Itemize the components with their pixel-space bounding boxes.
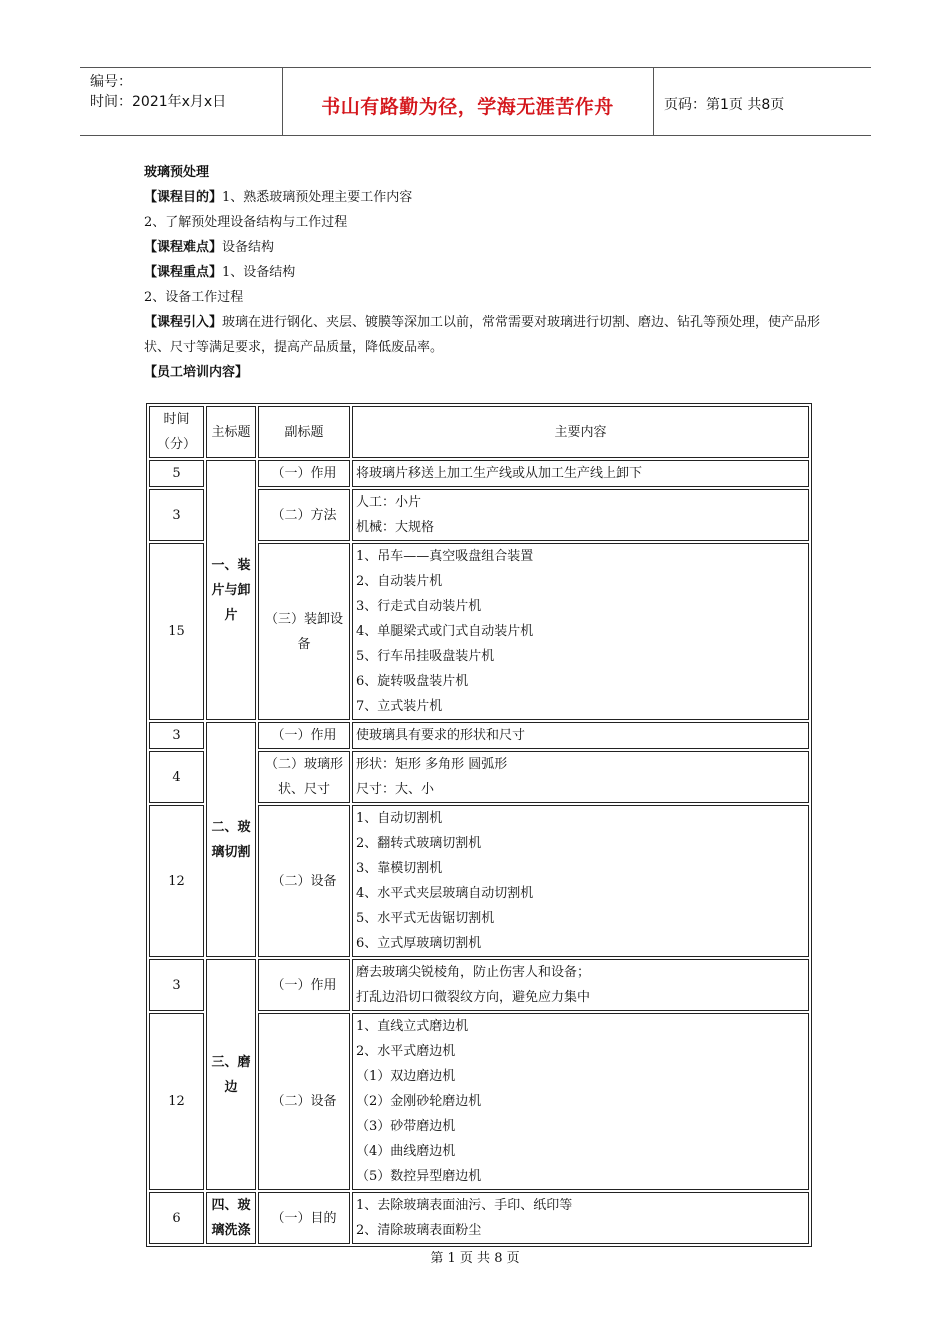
header-motto: 书山有路勤为径，学海无涯苦作舟	[321, 96, 614, 118]
header-time-line2: （分）	[156, 437, 196, 452]
content-cell: 形状：矩形 多角形 圆弧形 尺寸：大、小	[352, 751, 809, 803]
sub-title-cell: （一）作用	[258, 722, 350, 749]
purpose-item-1: 1、熟悉玻璃预处理主要工作内容	[222, 190, 413, 205]
lead-tag: 【课程引入】	[144, 315, 223, 330]
sub-title-cell: （一）作用	[258, 959, 350, 1011]
course-intro	[144, 160, 824, 385]
header-bottom-rule	[80, 135, 871, 136]
header-top-rule	[80, 67, 871, 68]
training-tag: 【员工培训内容】	[144, 365, 249, 380]
sub-title-cell: （二）玻璃形状、尺寸	[258, 751, 350, 803]
sub-title-cell: （二）方法	[258, 489, 350, 541]
main-title-cell: 二、玻璃切割	[206, 722, 256, 957]
course-key	[144, 260, 824, 285]
header-date: 时间：2021年x月x日	[90, 94, 227, 110]
header-time	[149, 406, 204, 458]
training-table-body	[149, 406, 809, 1244]
difficulty-tag: 【课程难点】	[144, 240, 223, 255]
time-cell: 5	[149, 460, 204, 487]
header-sub-title: 副标题	[258, 406, 350, 458]
header-page-indicator: 页码：第1页 共8页	[664, 97, 785, 113]
course-difficulty	[144, 235, 824, 260]
header-number: 编号：	[90, 74, 132, 90]
purpose-item-2: 2、了解预处理设备结构与工作过程	[144, 215, 348, 230]
time-cell: 12	[149, 805, 204, 957]
content-cell: 磨去玻璃尖锐棱角，防止伤害人和设备； 打乱边沿切口微裂纹方向，避免应力集中	[352, 959, 809, 1011]
table-row	[149, 460, 809, 487]
header-divider-right	[653, 67, 654, 135]
key-tag: 【课程重点】	[144, 265, 223, 280]
time-cell: 3	[149, 959, 204, 1011]
time-cell: 3	[149, 722, 204, 749]
time-cell: 6	[149, 1192, 204, 1244]
course-title: 玻璃预处理	[144, 165, 210, 180]
table-header-row	[149, 406, 809, 458]
header-main-title: 主标题	[206, 406, 256, 458]
table-row	[149, 722, 809, 749]
purpose-tag: 【课程目的】	[144, 190, 223, 205]
content-cell: 1、直线立式磨边机 2、水平式磨边机 （1）双边磨边机 （2）金刚砂轮磨边机 （3）砂带磨边机 （4）曲线磨边机 （5）数控异型磨边机	[352, 1013, 809, 1190]
content-cell: 人工：小片 机械：大规格	[352, 489, 809, 541]
time-cell: 15	[149, 543, 204, 720]
content-cell: 使玻璃具有要求的形状和尺寸	[352, 722, 809, 749]
training-table	[146, 403, 812, 1247]
course-purpose	[144, 185, 824, 210]
table-row	[149, 959, 809, 1011]
time-cell: 12	[149, 1013, 204, 1190]
header-content: 主要内容	[352, 406, 809, 458]
header-time-line1: 时间	[163, 412, 190, 427]
sub-title-cell: （二）设备	[258, 805, 350, 957]
content-cell: 1、自动切割机 2、翻转式玻璃切割机 3、靠模切割机 4、水平式夹层玻璃自动切割机 5、水平式无齿锯切割机 6、立式厚玻璃切割机	[352, 805, 809, 957]
main-title-cell: 三、磨边	[206, 959, 256, 1190]
content-cell: 1、吊车——真空吸盘组合装置 2、自动装片机 3、行走式自动装片机 4、单腿梁式或门式自动装片机 5、行车吊挂吸盘装片机 6、旋转吸盘装片机 7、立式装片机	[352, 543, 809, 720]
lead-text: 玻璃在进行钢化、夹层、镀膜等深加工以前，常常需要对玻璃进行切割、磨边、钻孔等预处理，使产品形状、尺寸等满足要求，提高产品质量，降低废品率。	[144, 315, 821, 355]
sub-title-cell: （三）装卸设备	[258, 543, 350, 720]
sub-title-cell: （二）设备	[258, 1013, 350, 1190]
time-cell: 4	[149, 751, 204, 803]
main-title-cell: 一、装片与卸片	[206, 460, 256, 720]
content-cell: 将玻璃片移送上加工生产线或从加工生产线上卸下	[352, 460, 809, 487]
key-item-2: 2、设备工作过程	[144, 290, 244, 305]
sub-title-cell: （一）目的	[258, 1192, 350, 1244]
key-item-1: 1、设备结构	[222, 265, 296, 280]
main-title-cell: 四、玻璃洗涤	[206, 1192, 256, 1244]
footer-page-number: 第 1 页 共 8 页	[430, 1251, 520, 1266]
time-cell: 3	[149, 489, 204, 541]
course-lead	[144, 310, 824, 360]
header-meta	[90, 72, 226, 112]
difficulty-text: 设备结构	[222, 240, 275, 255]
sub-title-cell: （一）作用	[258, 460, 350, 487]
table-row	[149, 1192, 809, 1244]
content-cell: 1、去除玻璃表面油污、手印、纸印等 2、清除玻璃表面粉尘	[352, 1192, 809, 1244]
